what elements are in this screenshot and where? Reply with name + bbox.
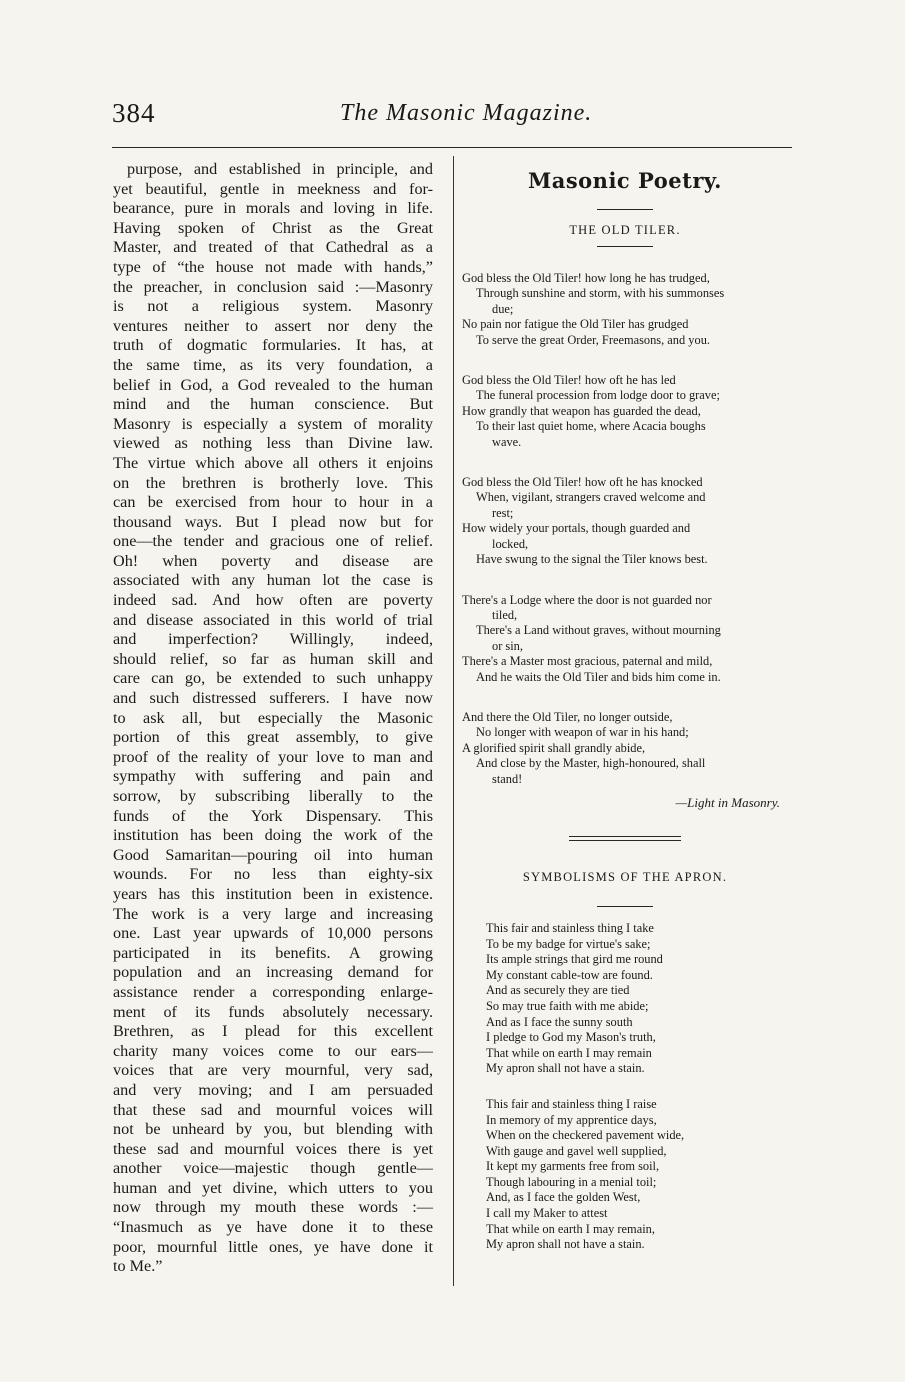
poem-stanza	[462, 271, 788, 348]
prose-line: The work is a very large and increasing	[113, 904, 433, 923]
poem-symbolisms-of-apron	[462, 921, 788, 1253]
prose-line: population and an increasing demand for	[113, 963, 433, 982]
prose-line: funds of the York Dispensary. This	[113, 806, 433, 825]
prose-line: institution has been doing the work of the	[113, 826, 433, 845]
poem-line: No pain nor fatigue the Old Tiler has grudged	[462, 317, 689, 332]
poem-line: This fair and stainless thing I raise	[486, 1096, 657, 1111]
poem-stanza	[462, 1097, 788, 1253]
poem-line: That while on earth I may remain	[486, 1045, 652, 1060]
poem-line: And there the Old Tiler, no longer outside,	[462, 709, 673, 724]
prose-line: to Me.”	[113, 1257, 163, 1276]
poem-title-rule	[597, 906, 653, 907]
poem-line: I call my Maker to attest	[486, 1206, 608, 1221]
prose-line: the same time, as its very foundation, a	[113, 355, 433, 374]
title-rule	[597, 209, 653, 210]
poem-line: Through sunshine and storm, with his summonses	[476, 286, 725, 301]
poem-line: There's a Land without graves, without mourning	[476, 623, 721, 638]
prose-line: charity many voices come to our ears—	[113, 1041, 433, 1060]
prose-line: and very moving; and I am persuaded	[113, 1080, 433, 1099]
prose-line: ventures neither to assert nor deny the	[113, 316, 433, 335]
poem-line: That while on earth I may remain,	[486, 1221, 655, 1236]
poem-line: Have swung to the signal the Tiler knows best.	[476, 552, 708, 567]
prose-line: purpose, and established in principle, and	[127, 160, 433, 178]
poem-title-rule	[597, 246, 653, 247]
prose-line: and disease associated in this world of trial	[113, 610, 433, 629]
prose-line: voices that are very mournful, very sad,	[113, 1061, 433, 1080]
poem-line: Its ample strings that gird me round	[486, 952, 663, 967]
poem-line: When on the checkered pavement wide,	[486, 1128, 685, 1143]
prose-line: associated with any human lot the case is	[113, 571, 433, 590]
prose-line: thousand ways. But I plead now but for	[113, 512, 433, 531]
poem-line: This fair and stainless thing I take	[486, 920, 654, 935]
prose-line: the preacher, in conclusion said :—Masonry	[113, 277, 433, 296]
poem-line: or sin,	[492, 638, 523, 653]
prose-line: to ask all, but especially the Masonic	[113, 708, 433, 727]
prose-line: can be exercised from hour to hour in a	[113, 493, 433, 512]
prose-line: poor, mournful little ones, ye have done it	[113, 1237, 433, 1256]
prose-line: care can go, be extended to such unhappy	[113, 669, 433, 688]
poem-line: Though labouring in a menial toil;	[486, 1174, 657, 1189]
prose-line: one. Last year upwards of 10,000 persons	[113, 924, 433, 943]
poem-line: The funeral procession from lodge door to grave;	[476, 388, 720, 403]
prose-line: The virtue which above all others it enjoins	[113, 453, 433, 472]
prose-line: mind and the human conscience. But	[113, 395, 433, 414]
poem-stanza	[462, 921, 788, 1077]
prose-line: and imperfection? Willingly, indeed,	[113, 630, 433, 649]
poem-line: due;	[492, 301, 514, 316]
header-rule	[112, 147, 792, 148]
prose-line: human and yet divine, which utters to you	[113, 1178, 433, 1197]
poem-line: And as securely they are tied	[486, 983, 630, 998]
prose-line: belief in God, a God revealed to the human	[113, 375, 433, 394]
prose-line: Brethren, as I plead for this excellent	[113, 1022, 433, 1041]
poem-line: locked,	[492, 536, 529, 551]
prose-line: viewed as nothing less than Divine law.	[113, 434, 433, 453]
poem-line: And as I face the sunny south	[486, 1014, 633, 1029]
column-divider	[453, 156, 454, 1286]
prose-line: truth of dogmatic formularies. It has, at	[113, 336, 433, 355]
prose-line: another voice—majestic though gentle—	[113, 1159, 433, 1178]
poem-line: wave.	[492, 434, 522, 449]
poem-stanza	[462, 710, 788, 787]
poem-line: My apron shall not have a stain.	[486, 1061, 645, 1076]
prose-line: indeed sad. And how often are poverty	[113, 591, 433, 610]
prose-line: proof of the reality of your love to man and	[113, 747, 433, 766]
prose-line: assistance render a corresponding enlarge-	[113, 982, 433, 1001]
poem-title-apron: SYMBOLISMS OF THE APRON.	[522, 869, 728, 884]
poem-line: And, as I face the golden West,	[486, 1190, 641, 1205]
poem-line: With gauge and gavel well supplied,	[486, 1143, 667, 1158]
poem-line: To be my badge for virtue's sake;	[486, 936, 651, 951]
prose-line: type of “the house not made with hands,”	[113, 257, 433, 276]
prose-line: “Inasmuch as ye have done it to these	[113, 1218, 433, 1237]
prose-line: not be unheard by you, but blending with	[113, 1120, 433, 1139]
poem-line: It kept my garments free from soil,	[486, 1159, 660, 1174]
poem-line: A glorified spirit shall grandly abide,	[462, 740, 646, 755]
poem-line: rest;	[492, 505, 514, 520]
prose-line: portion of this great assembly, to give	[113, 728, 433, 747]
poem-stanza	[462, 475, 788, 567]
right-column	[462, 160, 788, 1253]
poem-line: When, vigilant, strangers craved welcome and	[476, 490, 706, 505]
poem-line: I pledge to God my Mason's truth,	[486, 1030, 656, 1045]
poem-line: There's a Master most gracious, paternal and mild,	[462, 654, 713, 669]
section-double-rule	[569, 836, 681, 841]
poem-line: To their last quiet home, where Acacia boughs	[476, 419, 706, 434]
prose-line: Oh! when poverty and disease are	[113, 551, 433, 570]
prose-line: Master, and treated of that Cathedral as a	[113, 238, 433, 257]
prose-line: these sad and mournful voices there is yet	[113, 1139, 433, 1158]
poem-line: No longer with weapon of war in his hand;	[476, 725, 689, 740]
poem-line: My constant cable-tow are found.	[486, 967, 653, 982]
prose-line: one—the tender and gracious one of relief.	[113, 532, 433, 551]
poem-line: tiled,	[492, 607, 518, 622]
prose-line: years has this institution been in existence.	[113, 884, 433, 903]
left-column-prose	[113, 160, 433, 1277]
poem-line: So may true faith with me abide;	[486, 998, 649, 1013]
prose-line: should relief, so far as human skill and	[113, 649, 433, 668]
poem-old-tiler	[462, 271, 788, 787]
poem-line: How grandly that weapon has guarded the dead,	[462, 403, 701, 418]
poem-title-old-tiler: THE OLD TILER.	[569, 223, 681, 237]
poem-line: How widely your portals, though guarded and	[462, 521, 691, 536]
section-title: Masonic Poetry.	[528, 168, 722, 193]
prose-line: sympathy with suffering and pain and	[113, 767, 433, 786]
poem-line: There's a Lodge where the door is not guarded nor	[462, 592, 712, 607]
poem-line: And close by the Master, high-honoured, shall	[476, 756, 706, 771]
prose-line: yet beautiful, gentle in meekness and for-	[113, 179, 433, 198]
poem-line: To serve the great Order, Freemasons, and you.	[476, 332, 710, 347]
page-number: 384	[112, 98, 156, 128]
poem-line: God bless the Old Tiler! how long he has trudged,	[462, 271, 710, 285]
prose-line: and such distressed sufferers. I have now	[113, 689, 433, 708]
prose-line: sorrow, by subscribing liberally to the	[113, 787, 433, 805]
prose-line: Having spoken of Christ as the Great	[113, 218, 433, 237]
prose-line: participated in its benefits. A growing	[113, 943, 433, 962]
prose-line: ment of its funds absolutely necessary.	[113, 1002, 433, 1021]
prose-line: is not a religious system. Masonry	[113, 297, 433, 316]
poem-line: My apron shall not have a stain.	[486, 1237, 645, 1252]
prose-line: Good Samaritan—pouring oil into human	[113, 845, 433, 864]
prose-line: bearance, pure in morals and loving in life.	[113, 199, 433, 218]
running-title: The Masonic Magazine.	[340, 100, 593, 126]
poem-stanza	[462, 593, 788, 685]
prose-line: on the brethren is brotherly love. This	[113, 473, 433, 492]
poem-attribution: —Light in Masonry.	[675, 794, 780, 810]
poem-line: stand!	[492, 771, 523, 786]
prose-line: wounds. For no less than eighty-six	[113, 865, 433, 884]
poem-line: God bless the Old Tiler! how oft he has knocked	[462, 475, 703, 490]
prose-line: Masonry is especially a system of morality	[113, 414, 433, 433]
prose-line: that these sad and mournful voices will	[113, 1100, 433, 1119]
poem-line: And he waits the Old Tiler and bids him come in.	[476, 669, 721, 684]
poem-stanza	[462, 373, 788, 450]
poem-line: In memory of my apprentice days,	[486, 1112, 657, 1127]
prose-line: now through my mouth these words :—	[113, 1198, 433, 1217]
poem-line: God bless the Old Tiler! how oft he has led	[462, 373, 676, 388]
